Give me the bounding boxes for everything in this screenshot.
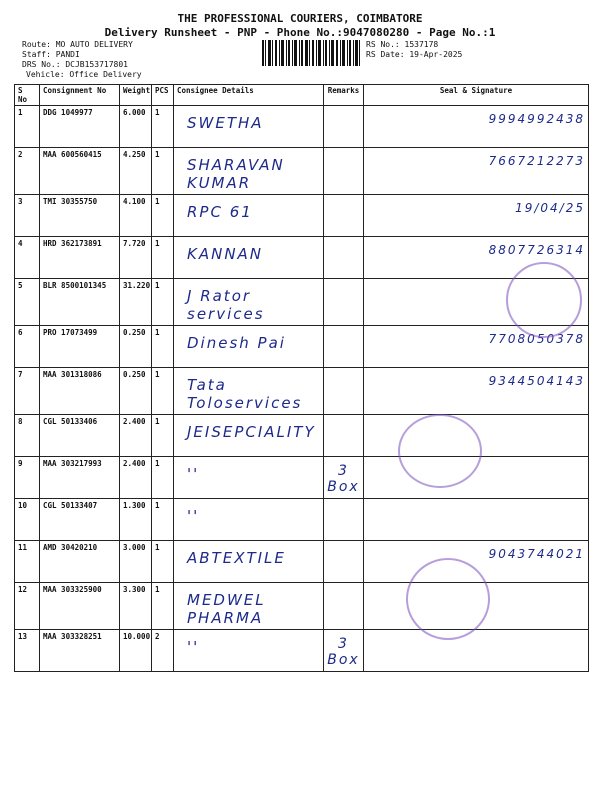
cell-consignee-text: Dinesh Pai: [187, 334, 286, 352]
seal-stamp-5: [506, 262, 582, 338]
cell-consignment-no: AMD 30420210: [40, 541, 120, 583]
cell-consignment-no: PRO 17073499: [40, 326, 120, 368]
cell-consignee: [174, 457, 324, 499]
table-row: [15, 195, 589, 237]
cell-remarks: [324, 499, 364, 541]
cell-pcs: 1: [152, 368, 174, 415]
staff-text: Staff: PANDI: [22, 50, 80, 59]
cell-sno: 4: [15, 237, 40, 279]
cell-consignee: [174, 415, 324, 457]
cell-signature: [364, 630, 589, 672]
table-header-row: [15, 85, 589, 106]
cell-weight: 3.000: [120, 541, 152, 583]
cell-weight: 3.300: [120, 583, 152, 630]
cell-sno: 1: [15, 106, 40, 148]
cell-weight: 0.250: [120, 368, 152, 415]
cell-remarks: [324, 279, 364, 326]
cell-consignment-no: CGL 50133406: [40, 415, 120, 457]
cell-remarks: [324, 368, 364, 415]
cell-remarks-text: 3 Box: [327, 636, 360, 668]
cell-consignment-no: MAA 303328251: [40, 630, 120, 672]
cell-pcs: 1: [152, 195, 174, 237]
drs-text: DRS No.: DCJB153717801: [22, 60, 128, 69]
header-consignee: Consignee Details: [174, 85, 324, 106]
cell-signature: [364, 195, 589, 237]
cell-sno: 5: [15, 279, 40, 326]
cell-remarks-text: 3 Box: [327, 463, 360, 495]
cell-remarks: [324, 106, 364, 148]
cell-consignee: [174, 583, 324, 630]
header-pcs: PCS: [152, 85, 174, 106]
cell-signature-text: 8807726314: [488, 243, 585, 257]
cell-consignee: [174, 368, 324, 415]
barcode-icon: [262, 40, 360, 66]
cell-consignee: [174, 106, 324, 148]
cell-pcs: 1: [152, 541, 174, 583]
cell-remarks: [324, 630, 364, 672]
cell-remarks: [324, 541, 364, 583]
cell-weight: 10.000: [120, 630, 152, 672]
table-row: [15, 499, 589, 541]
meta-right: [366, 40, 462, 60]
cell-consignment-no: TMI 30355750: [40, 195, 120, 237]
table-row: [15, 326, 589, 368]
cell-consignee-text: '': [187, 638, 200, 656]
cell-sno: 12: [15, 583, 40, 630]
vehicle-text: Vehicle: Office Delivery: [26, 70, 142, 79]
cell-sno: 10: [15, 499, 40, 541]
cell-weight: 6.000: [120, 106, 152, 148]
cell-sno: 7: [15, 368, 40, 415]
route-text: Route: MO AUTO DELIVERY: [22, 40, 133, 49]
rs-no-text: RS No.: 1537178: [366, 40, 439, 49]
header-seal-signature: Seal & Signature: [364, 85, 589, 106]
cell-consignee-text: MEDWEL PHARMA: [187, 591, 266, 627]
table-row: [15, 541, 589, 583]
cell-sno: 11: [15, 541, 40, 583]
cell-sno: 8: [15, 415, 40, 457]
cell-pcs: 1: [152, 457, 174, 499]
table-row: [15, 368, 589, 415]
cell-sno: 13: [15, 630, 40, 672]
cell-consignee: [174, 148, 324, 195]
cell-signature-text: 7667212273: [488, 154, 585, 168]
cell-pcs: 1: [152, 499, 174, 541]
cell-consignment-no: BLR 8500101345: [40, 279, 120, 326]
cell-remarks: [324, 237, 364, 279]
cell-remarks: [324, 195, 364, 237]
cell-remarks: [324, 148, 364, 195]
header-remarks: Remarks: [324, 85, 364, 106]
cell-consignment-no: MAA 303217993: [40, 457, 120, 499]
seal-stamp-9: [398, 414, 482, 488]
cell-weight: 2.400: [120, 415, 152, 457]
meta-left: [22, 40, 142, 80]
company-title: THE PROFESSIONAL COURIERS, COIMBATORE: [177, 12, 423, 25]
cell-sno: 9: [15, 457, 40, 499]
table-row: [15, 237, 589, 279]
cell-consignee-text: ABTEXTILE: [187, 549, 286, 567]
cell-signature-text: 9043744021: [488, 547, 585, 561]
table-row: [15, 630, 589, 672]
cell-pcs: 1: [152, 279, 174, 326]
header-weight: Weight: [120, 85, 152, 106]
cell-remarks: [324, 457, 364, 499]
cell-consignee-text: '': [187, 507, 200, 525]
header-sno: S No: [15, 85, 40, 106]
cell-consignee: [174, 499, 324, 541]
cell-signature-text: 19/04/25: [515, 201, 585, 215]
cell-consignment-no: DDG 1049977: [40, 106, 120, 148]
cell-signature: [364, 368, 589, 415]
cell-consignee-text: KANNAN: [187, 245, 264, 263]
table-row: [15, 148, 589, 195]
cell-consignment-no: MAA 600560415: [40, 148, 120, 195]
cell-consignee-text: SHARAVAN KUMAR: [187, 156, 285, 192]
cell-remarks: [324, 415, 364, 457]
cell-weight: 4.250: [120, 148, 152, 195]
cell-pcs: 1: [152, 415, 174, 457]
rs-date-text: RS Date: 19-Apr-2025: [366, 50, 463, 59]
runsheet-subtitle: Delivery Runsheet - PNP - Phone No.:9047080280 - Page No.:1: [104, 26, 496, 39]
cell-consignee-text: Tata Toloservices: [187, 376, 303, 412]
cell-consignee-text: JEISEPCIALITY: [187, 423, 316, 441]
cell-consignee-text: '': [187, 465, 200, 483]
cell-signature: [364, 106, 589, 148]
cell-consignee-text: SWETHA: [187, 114, 264, 132]
table-row: [15, 279, 589, 326]
cell-pcs: 1: [152, 583, 174, 630]
cell-signature-text: 7708050378: [488, 332, 585, 346]
cell-weight: 1.300: [120, 499, 152, 541]
cell-consignee-text: RPC 61: [187, 203, 253, 221]
cell-consignee: [174, 237, 324, 279]
table-row: [15, 415, 589, 457]
cell-remarks: [324, 583, 364, 630]
cell-weight: 7.720: [120, 237, 152, 279]
table-row: [15, 583, 589, 630]
cell-consignment-no: HRD 362173891: [40, 237, 120, 279]
cell-consignee: [174, 630, 324, 672]
cell-sno: 2: [15, 148, 40, 195]
cell-signature-text: 9344504143: [488, 374, 585, 388]
cell-consignee: [174, 279, 324, 326]
cell-sno: 3: [15, 195, 40, 237]
cell-signature: [364, 499, 589, 541]
cell-consignment-no: CGL 50133407: [40, 499, 120, 541]
cell-sno: 6: [15, 326, 40, 368]
cell-pcs: 1: [152, 106, 174, 148]
cell-consignee-text: J Rator services: [187, 287, 265, 323]
cell-remarks: [324, 326, 364, 368]
table-row: [15, 457, 589, 499]
cell-weight: 31.220: [120, 279, 152, 326]
cell-weight: 2.400: [120, 457, 152, 499]
cell-signature-text: 9994992438: [488, 112, 585, 126]
cell-weight: 0.250: [120, 326, 152, 368]
cell-weight: 4.100: [120, 195, 152, 237]
cell-consignment-no: MAA 303325900: [40, 583, 120, 630]
cell-pcs: 1: [152, 326, 174, 368]
seal-stamp-12: [406, 558, 490, 640]
runsheet-table: [14, 84, 589, 672]
cell-consignee: [174, 541, 324, 583]
cell-pcs: 1: [152, 237, 174, 279]
cell-pcs: 2: [152, 630, 174, 672]
cell-consignment-no: MAA 301318086: [40, 368, 120, 415]
cell-pcs: 1: [152, 148, 174, 195]
header-consignment: Consignment No: [40, 85, 120, 106]
table-row: [15, 106, 589, 148]
cell-consignee: [174, 326, 324, 368]
cell-consignee: [174, 195, 324, 237]
cell-signature: [364, 148, 589, 195]
